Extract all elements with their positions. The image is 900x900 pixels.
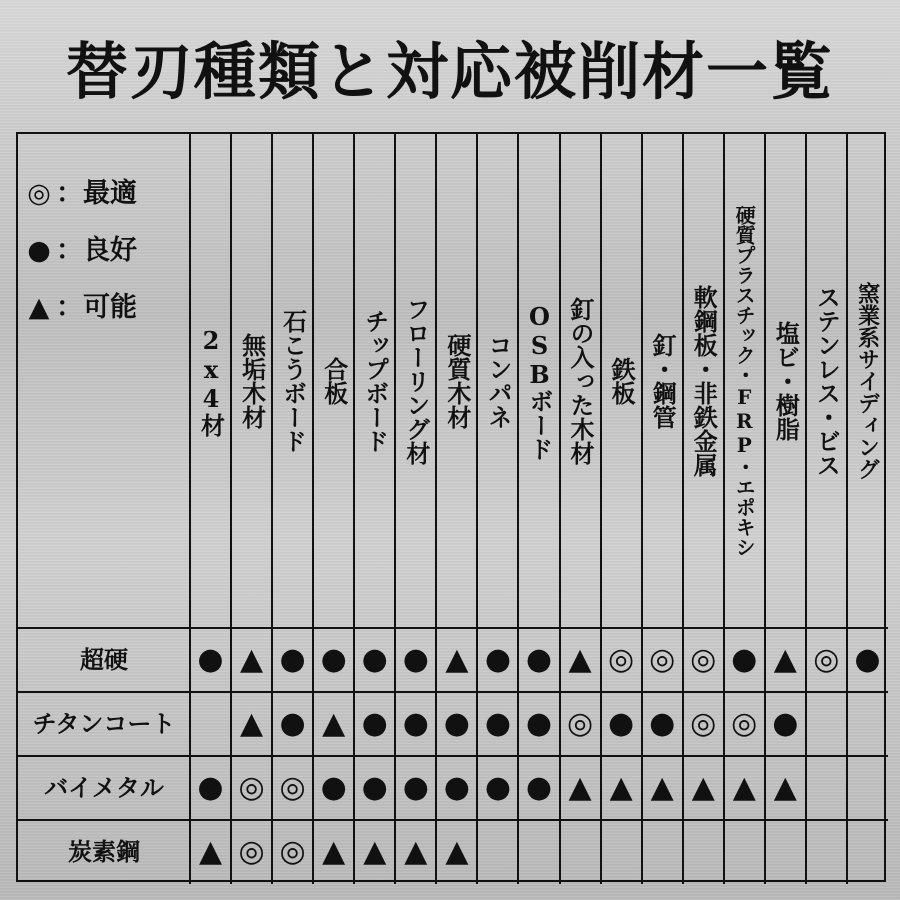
rating-cell: ◎ — [238, 770, 265, 805]
column-header: 無垢木材 — [237, 333, 267, 429]
rating-cell: ● — [443, 770, 470, 805]
legend-symbol: ▲ — [28, 292, 50, 323]
rating-cell: ▲ — [240, 706, 264, 741]
rating-cell — [477, 820, 518, 884]
rating-cell: ▲ — [363, 834, 387, 869]
rating-cell — [806, 692, 847, 756]
row-label: 超硬 — [80, 645, 128, 674]
column-header: 硬質木材 — [442, 333, 472, 429]
rating-cell: ◎ — [813, 642, 840, 677]
rating-cell: ● — [525, 770, 553, 805]
rating-cell: ● — [525, 642, 553, 677]
rating-cell: ◎ — [566, 706, 594, 741]
rating-cell — [806, 756, 847, 820]
rating-cell: ◎ — [608, 642, 635, 677]
rating-cell: ● — [608, 706, 635, 741]
column-header: チップボード — [360, 309, 390, 453]
rating-cell: ● — [320, 770, 347, 805]
column-header: ステンレス・ビス — [812, 285, 842, 477]
rating-cell: ● — [402, 706, 429, 741]
rating-cell — [847, 692, 888, 756]
rating-cell: ● — [197, 642, 224, 677]
rating-cell: ● — [484, 706, 512, 741]
column-header: 窯業系サイディング — [854, 282, 881, 480]
rating-cell — [190, 692, 231, 756]
rating-cell: ◎ — [649, 642, 676, 677]
rating-cell: ● — [443, 706, 470, 741]
rating-cell: ◎ — [279, 834, 306, 869]
rating-cell: ▲ — [322, 834, 346, 869]
column-header: 2x4材 — [196, 325, 226, 437]
rating-cell — [560, 820, 601, 884]
rating-cell: ● — [361, 770, 388, 805]
legend-label: ：良好 — [56, 235, 137, 266]
rating-cell — [518, 820, 559, 884]
rating-cell: ▲ — [691, 770, 715, 805]
rating-cell: ● — [484, 642, 512, 677]
column-header: 軟鋼板・非鉄金属 — [689, 285, 719, 477]
column-header: コンパネ — [483, 333, 513, 429]
legend-item — [22, 279, 172, 336]
rating-cell: ◎ — [238, 834, 265, 869]
rating-cell: ▲ — [732, 770, 756, 805]
rating-cell: ● — [279, 706, 306, 741]
rating-cell: ● — [361, 706, 388, 741]
rating-cell: ▲ — [773, 770, 797, 805]
row-label: バイメタル — [44, 773, 164, 802]
rating-cell: ● — [731, 642, 758, 677]
legend-label: ：最適 — [56, 178, 137, 209]
rating-cell — [724, 820, 765, 884]
rating-cell: ▲ — [650, 770, 674, 805]
column-header: 鉄板 — [607, 357, 637, 405]
legend-item — [22, 222, 172, 279]
column-header: 石こうボード — [278, 309, 308, 453]
rating-cell: ▲ — [773, 642, 797, 677]
rating-cell — [847, 820, 888, 884]
rating-cell: ● — [649, 706, 676, 741]
legend — [22, 165, 172, 336]
row-label: チタンコート — [32, 709, 176, 738]
rating-cell: ● — [279, 642, 306, 677]
rating-cell: ▲ — [240, 642, 264, 677]
rating-cell: ◎ — [731, 706, 758, 741]
rating-cell — [806, 820, 847, 884]
rating-cell: ● — [402, 642, 429, 677]
rating-cell — [601, 820, 642, 884]
rating-cell: ▲ — [198, 834, 223, 869]
column-header: 硬質プラスチック・FRP・エポキシ — [732, 205, 757, 557]
rating-cell: ▲ — [445, 642, 469, 677]
rating-cell: ▲ — [322, 706, 346, 741]
rating-cell: ● — [320, 642, 347, 677]
rating-cell: ◎ — [279, 770, 306, 805]
rating-cell: ◎ — [690, 706, 717, 741]
page-title: 替刃種類と対応被削材一覧 — [65, 35, 834, 108]
column-header: 釘・鋼管 — [648, 333, 678, 429]
rating-cell: ● — [484, 770, 512, 805]
rating-cell: ● — [197, 770, 224, 805]
rating-cell: ▲ — [568, 642, 592, 677]
rating-cell: ● — [361, 642, 388, 677]
column-header: 釘の入った木材 — [566, 297, 596, 465]
column-header: フローリング材 — [401, 297, 431, 465]
row-label: 炭素鋼 — [68, 837, 140, 866]
rating-cell: ▲ — [609, 770, 633, 805]
rating-cell: ▲ — [404, 834, 428, 869]
legend-label: ：可能 — [56, 292, 137, 323]
column-header: OSBボード — [525, 301, 554, 461]
legend-symbol: ● — [27, 235, 51, 266]
legend-symbol: ◎ — [27, 178, 51, 209]
rating-cell — [642, 820, 683, 884]
rating-cell: ● — [854, 642, 881, 677]
legend-item — [22, 165, 172, 222]
rating-cell — [683, 820, 724, 884]
rating-cell: ● — [402, 770, 429, 805]
rating-cell: ● — [525, 706, 553, 741]
rating-cell — [847, 756, 888, 820]
column-header: 塩ビ・樹脂 — [771, 321, 801, 441]
rating-cell: ▲ — [445, 834, 469, 869]
rating-cell — [765, 820, 806, 884]
rating-cell: ● — [772, 706, 799, 741]
rating-cell: ◎ — [690, 642, 717, 677]
column-header: 合板 — [319, 357, 349, 405]
rating-cell: ▲ — [568, 770, 592, 805]
